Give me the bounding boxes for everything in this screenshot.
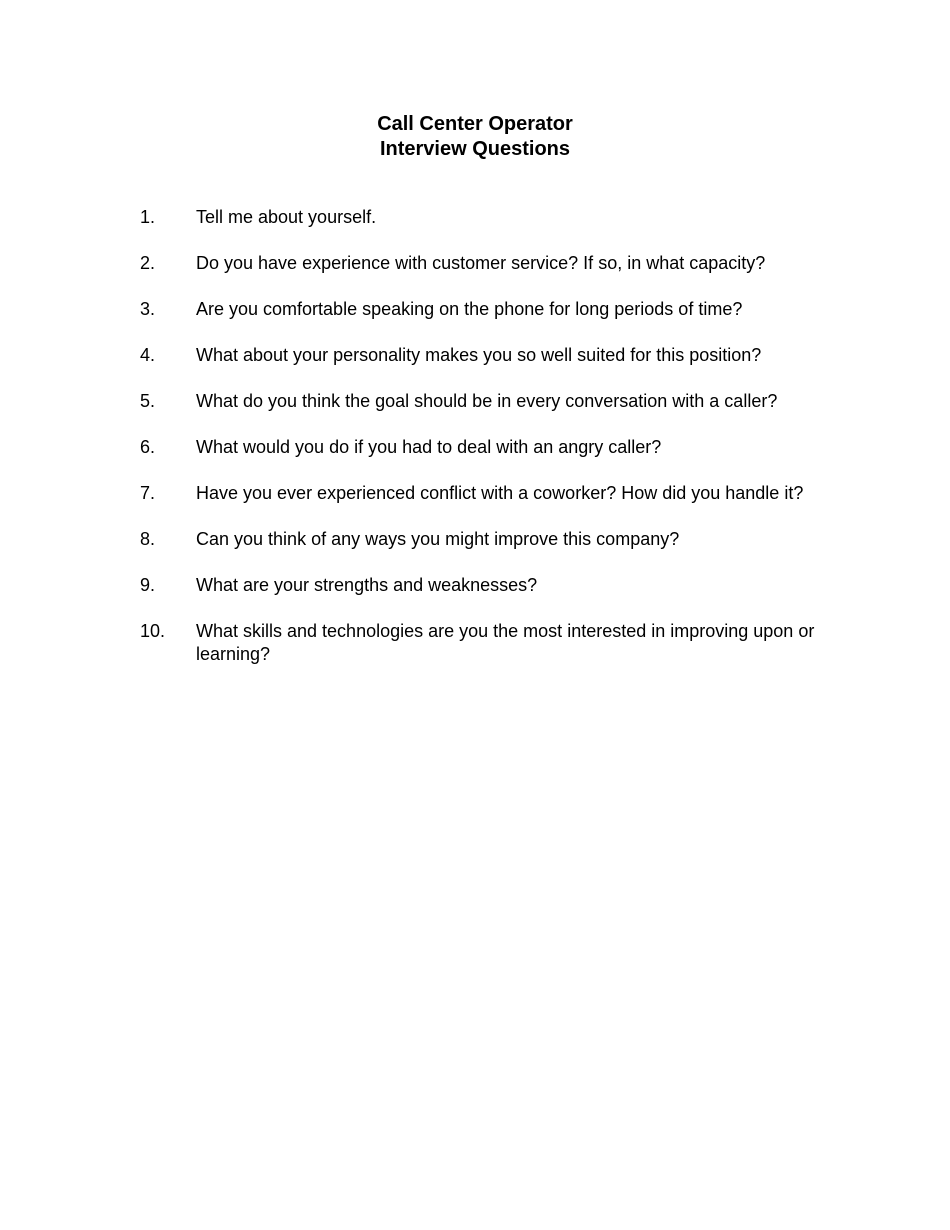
question-number: 7. — [140, 483, 156, 503]
question-text: Can you think of any ways you might improve this company? — [196, 529, 680, 549]
question-text: Tell me about yourself. — [196, 207, 377, 227]
question-item-4 — [140, 344, 830, 367]
question-item-9 — [140, 574, 830, 597]
question-item-1 — [140, 206, 830, 229]
question-text: What about your personality makes you so well suited for this position? — [196, 345, 762, 365]
question-number: 1. — [140, 207, 156, 227]
question-item-2 — [140, 252, 830, 275]
question-number: 4. — [140, 345, 156, 365]
title-line-2: Interview Questions — [379, 138, 571, 160]
question-number: 9. — [140, 575, 156, 595]
question-number: 3. — [140, 299, 156, 319]
question-item-5 — [140, 390, 830, 413]
question-text: What do you think the goal should be in every conversation with a caller? — [196, 391, 778, 411]
question-item-3 — [140, 298, 830, 321]
question-number: 5. — [140, 391, 156, 411]
question-text: Have you ever experienced conflict with a coworker? How did you handle it? — [196, 483, 804, 503]
question-item-8 — [140, 528, 830, 551]
title-line-1: Call Center Operator — [377, 113, 573, 135]
question-text: What would you do if you had to deal with an angry caller? — [196, 437, 662, 457]
question-number: 6. — [140, 437, 156, 457]
document-title — [0, 112, 950, 162]
question-number: 2. — [140, 253, 156, 273]
question-item-6 — [140, 436, 830, 459]
question-number: 8. — [140, 529, 156, 549]
question-item-10 — [140, 620, 830, 666]
question-text: What are your strengths and weaknesses? — [196, 575, 538, 595]
question-item-7 — [140, 482, 830, 505]
question-text: Do you have experience with customer service? If so, in what capacity? — [196, 253, 766, 273]
question-list — [140, 206, 830, 689]
question-number: 10. — [140, 621, 166, 641]
question-text: What skills and technologies are you the most interested in improving upon or learning? — [196, 621, 815, 664]
question-text: Are you comfortable speaking on the phone for long periods of time? — [196, 299, 743, 319]
